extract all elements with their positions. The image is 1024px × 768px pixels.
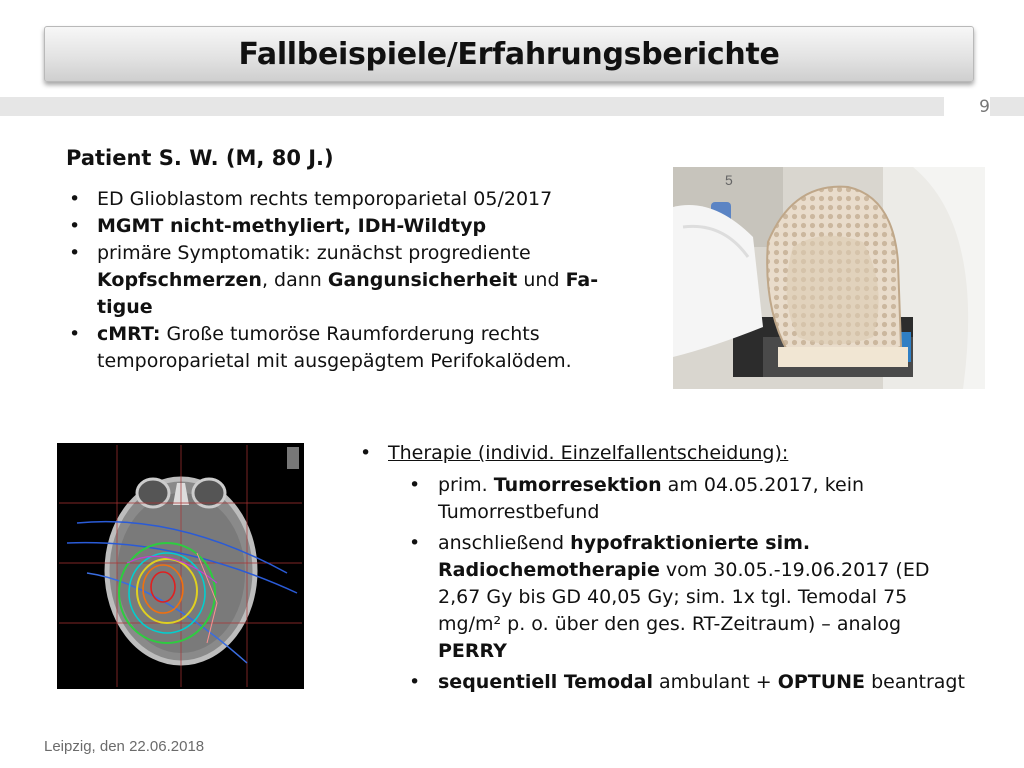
ct-dose-plan-image	[57, 443, 304, 689]
patient-mask-photo	[673, 167, 985, 389]
therapy-heading: Therapie (individ. Einzelfallentscheidung):	[388, 442, 789, 464]
subbullet-temodal: • sequentiell Temodal ambulant + OPTUNE beantragt	[388, 669, 968, 696]
bullet-cmrt: • cMRT: Große tumoröse Raumforderung rechts temporoparietal mit ausgepägtem Perifokalödem.	[66, 321, 626, 375]
therapy-subbullets	[388, 472, 997, 696]
bullet-diagnosis: • ED Glioblastom rechts temporoparietal 05/2017	[66, 186, 626, 213]
therapy-section	[357, 440, 997, 700]
therapy-heading-item	[357, 440, 997, 696]
svg-text:5: 5	[725, 172, 733, 188]
patient-bullets	[66, 186, 626, 375]
slide-title: Fallbeispiele/Erfahrungsberichte	[238, 36, 780, 72]
patient-heading: Patient S. W. (M, 80 J.)	[66, 146, 334, 170]
title-bar	[44, 26, 974, 82]
bullet-symptoms: • primäre Symptomatik: zunächst progrediente Kopfschmerzen, dann Gangunsicherheit und Fa-tigue	[66, 240, 626, 321]
page-number: 9	[944, 96, 990, 118]
header-stripe	[0, 97, 1024, 116]
subbullet-resection: • prim. Tumorresektion am 04.05.2017, kein Tumorrestbefund	[388, 472, 968, 526]
subbullet-radiochemotherapy: • anschließend hypofraktionierte sim. Radiochemotherapie vom 30.05.-19.06.2017 (ED 2,67 Gy bis GD 40,05 Gy; sim. 1x tgl. Temodal 75 mg/m² p. o. über den ges. RT-Zeitraum) – analog PERRY	[388, 530, 968, 665]
footer-location-date: Leipzig, den 22.06.2018	[44, 738, 205, 755]
bullet-mgmt: • MGMT nicht-methyliert, IDH-Wildtyp	[66, 213, 626, 240]
